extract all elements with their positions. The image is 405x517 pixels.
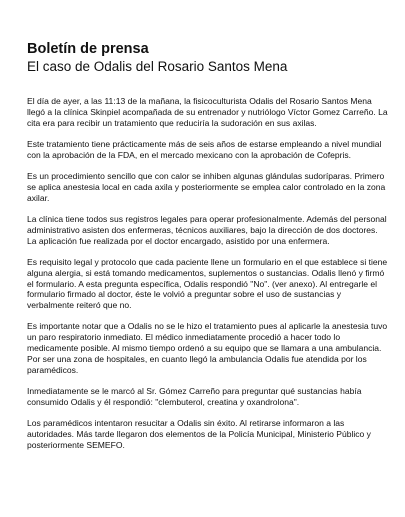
paragraph-form: Es requisito legal y protocolo que cada paciente llene un formulario en el que establece si tiene alguna alergia, si está tomando medicamentos, suplementos o sustancias. Odalis llenó y firmó el formulario. A esta pregunta específica, Odalis respondió "No". (ver anexo). Al entregarle el formulario firmado al doctor, éste le volvió a preguntar sobre el uso de sustancias y verbalmente reiteró que no. <box>27 256 388 311</box>
document-title: Boletín de prensa <box>27 41 149 57</box>
document-subtitle: El caso de Odalis del Rosario Santos Mena <box>27 59 288 74</box>
paragraph-arrival: El día de ayer, a las 11:13 de la mañana, la fisicoculturista Odalis del Rosario Santos Mena llegó a la clínica Skinpiel acompañada de su entrenador y nutriólogo Víctor Gomez Carreño. La cita era para recibir un tratamiento que reduciría la sudoración en sus axilas. <box>27 96 388 128</box>
paragraph-authorities: Los paramédicos intentaron resucitar a Odalis sin éxito. Al retirarse informaron a las autoridades. Más tarde llegaron dos elementos de la Policía Municipal, Ministerio Público y posteriormente SEMEFO. <box>27 418 371 450</box>
paragraph-substances: Inmediatamente se le marcó al Sr. Gómez Carreño para preguntar qué sustancias había consumido Odalis y él respondió: "clembuterol, creatina y oxandrolona". <box>27 386 362 408</box>
paragraph-treatment-approval: Este tratamiento tiene prácticamente más de seis años de estarse empleando a nivel mundial con la aprobación de la FDA, en el mercado mexicano con la aprobación de Cofepris. <box>27 138 382 160</box>
paragraph-procedure: Es un procedimiento sencillo que con calor se inhiben algunas glándulas sudoríparas. Primero se aplica anestesia local en cada axila y posteriormente se emplea calor controlado en la zona axilar. <box>27 170 386 203</box>
paragraph-respiratory-arrest: Es importante notar que a Odalis no se le hizo el tratamiento pues al aplicarle la anestesia tuvo un paro respiratorio inmediato. El médico inmediatamente procedió a hacer todo lo medicamente posible. Al mismo tiempo ordenó a su equipo que se llamara a una ambulancia. Por ser una zona de hospitales, en cuanto llegó la ambulancia Odalis fue atendida por los paramédicos. <box>27 321 388 376</box>
paragraph-clinic-staff: La clínica tiene todos sus registros legales para operar profesionalmente. Además del personal administrativo asisten dos enfermeras, técnicos auxiliares, bajo la dirección de dos doctores. La aplicación fue realizada por el doctor encargado, asistido por una enfermera. <box>27 213 387 246</box>
press-release <box>27 41 389 461</box>
